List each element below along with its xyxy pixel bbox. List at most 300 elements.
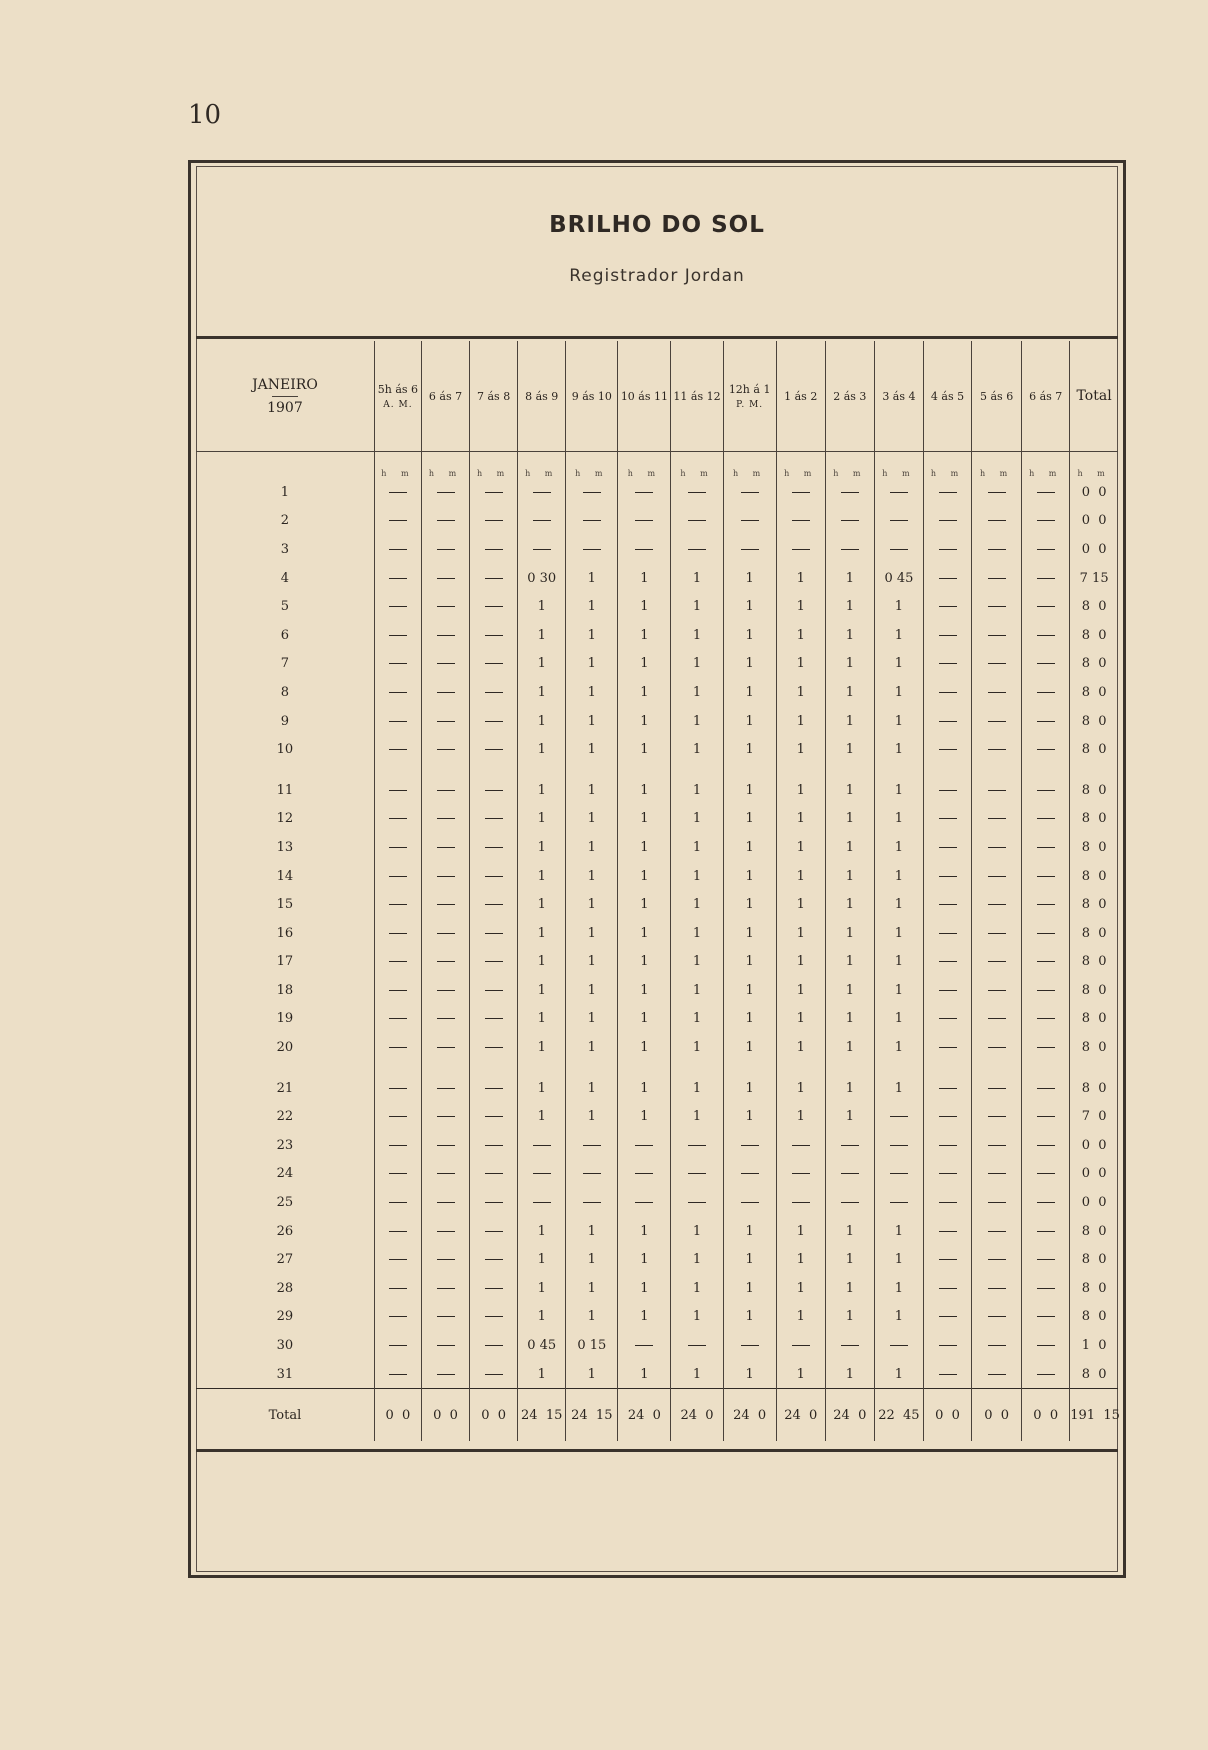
hour-cell: 1 [566,1062,618,1103]
dash-mark [583,1202,601,1203]
empty-cell [1022,1062,1070,1103]
dash-mark [1037,1116,1055,1117]
empty-cell [923,890,971,919]
hour-cell: 1 [723,1245,776,1274]
empty-cell [671,1188,723,1217]
empty-cell [374,707,421,736]
day-label: 1 [280,484,290,500]
hour-cell: 1 [566,764,618,805]
dash-mark [437,635,455,636]
dash-mark [792,520,810,521]
empty-cell [618,535,671,564]
empty-cell [825,507,874,536]
dash-mark [583,492,601,493]
dash-mark [988,933,1006,934]
hour-cell: 1 [671,707,723,736]
empty-cell [1022,1274,1070,1303]
hour-cell: 1 [825,764,874,805]
hour-cell: 1 [874,764,923,805]
day-label: 26 [276,1223,294,1239]
row-total: 8 0 [1070,1303,1118,1332]
hour-cell: 1 [874,1303,923,1332]
empty-cell [374,1131,421,1160]
dash-mark [988,721,1006,722]
hour-cell: 1 [723,1360,776,1389]
empty-cell [421,948,469,977]
table-row [196,1303,1118,1332]
empty-cell [923,1062,971,1103]
dash-mark [988,818,1006,819]
hour-cell: 1 [566,1217,618,1246]
hour-cell: 1 [776,862,825,891]
dash-mark [988,1173,1006,1174]
empty-cell [518,535,566,564]
column-header [972,341,1022,452]
unit-label: h m [833,469,867,478]
empty-cell [776,507,825,536]
dash-mark [1037,790,1055,791]
dash-mark [939,749,957,750]
empty-cell [470,833,518,862]
empty-cell [776,1331,825,1360]
empty-cell [470,1160,518,1189]
day-label: 15 [276,897,294,913]
hour-cell: 1 [671,976,723,1005]
hour-cell: 1 [618,707,671,736]
dash-mark [1037,520,1055,521]
dash-mark [437,1018,455,1019]
dash-mark [939,1018,957,1019]
hour-cell: 1 [671,1062,723,1103]
dash-mark [1037,961,1055,962]
table-row [196,1188,1118,1217]
empty-cell [518,507,566,536]
table-row [196,650,1118,679]
empty-cell [972,862,1022,891]
hour-cell: 1 [776,890,825,919]
hour-cell: 1 [776,735,825,764]
day-label: 30 [276,1338,294,1354]
hour-cell: 1 [825,1274,874,1303]
empty-cell [923,650,971,679]
empty-cell [972,890,1022,919]
hour-cell: 1 [874,805,923,834]
column-header [518,341,566,452]
dash-mark [389,578,407,579]
dash-mark [485,492,503,493]
hour-cell: 1 [723,735,776,764]
empty-cell [470,478,518,507]
dash-mark [988,492,1006,493]
dash-mark [988,1231,1006,1232]
empty-cell [566,535,618,564]
column-total: 0 0 [421,1389,469,1442]
row-total: 8 0 [1070,1005,1118,1034]
dash-mark [1037,847,1055,848]
unit-label: h m [1029,469,1063,478]
empty-cell [972,564,1022,593]
empty-cell [421,1331,469,1360]
dash-mark [437,1288,455,1289]
header-rule [196,336,1118,339]
empty-cell [923,976,971,1005]
empty-cell [874,1331,923,1360]
dash-mark [1037,876,1055,877]
hour-cell: 1 [874,678,923,707]
column-header [618,341,671,452]
empty-cell [723,1160,776,1189]
dash-mark [635,549,653,550]
empty-cell [374,1274,421,1303]
hour-cell: 1 [825,650,874,679]
empty-cell [1022,507,1070,536]
column-header-label: 6 ás 7 [1029,389,1063,403]
hour-cell: 1 [566,1274,618,1303]
table-row [196,1245,1118,1274]
empty-cell [470,707,518,736]
hour-cell: 1 [776,805,825,834]
column-header-label: 4 ás 5 [930,389,965,403]
dash-mark [437,606,455,607]
hour-cell: 1 [566,1360,618,1389]
hour-cell: 1 [671,1102,723,1131]
dash-mark [437,1202,455,1203]
hour-cell: 1 [618,1062,671,1103]
empty-cell [470,621,518,650]
dash-mark [1037,1231,1055,1232]
dash-mark [988,578,1006,579]
dash-mark [841,549,859,550]
empty-cell [972,976,1022,1005]
empty-cell [618,1131,671,1160]
pm-label: P. M. [736,399,764,410]
hour-cell: 1 [618,805,671,834]
empty-cell [923,621,971,650]
hour-cell: 1 [825,1062,874,1103]
row-total: 8 0 [1070,735,1118,764]
empty-cell [972,1102,1022,1131]
dash-mark [988,904,1006,905]
day-label: 8 [280,684,290,700]
column-total: 24 0 [618,1389,671,1442]
hour-cell: 1 [776,976,825,1005]
hour-cell: 1 [825,1033,874,1062]
dash-mark [988,1088,1006,1089]
hour-cell: 1 [566,948,618,977]
unit-cell [923,452,971,479]
hour-cell: 1 [566,1245,618,1274]
dash-mark [988,663,1006,664]
dash-mark [389,692,407,693]
unit-cell [470,452,518,479]
unit-label: h m [381,469,415,478]
unit-label: h m [627,469,662,478]
dash-mark [485,520,503,521]
empty-cell [776,478,825,507]
hour-cell: 1 [825,833,874,862]
empty-cell [972,735,1022,764]
empty-cell [421,478,469,507]
dash-mark [437,990,455,991]
dash-mark [485,1145,503,1146]
row-total: 8 0 [1070,678,1118,707]
empty-cell [421,1245,469,1274]
unit-cell [374,452,421,479]
hour-cell: 1 [518,1303,566,1332]
empty-cell [923,1160,971,1189]
dash-mark [939,492,957,493]
empty-cell [972,621,1022,650]
row-total: 8 0 [1070,1360,1118,1389]
empty-cell [470,1102,518,1131]
hour-cell: 1 [566,592,618,621]
unit-cell [874,452,923,479]
dash-mark [688,1345,706,1346]
column-header-label: 8 ás 9 [525,389,559,403]
dash-mark [485,721,503,722]
hour-cell: 1 [723,678,776,707]
dash-mark [988,1316,1006,1317]
dash-mark [485,876,503,877]
column-header-label: 12h á 1 [728,382,771,396]
dash-mark [485,578,503,579]
hour-cell: 1 [671,862,723,891]
dash-mark [988,1145,1006,1146]
dash-mark [437,692,455,693]
dash-mark [939,1088,957,1089]
empty-cell [874,478,923,507]
grand-total: 191 15 [1070,1389,1118,1442]
hour-cell: 1 [618,833,671,862]
day-label: 3 [280,541,290,557]
dash-mark [939,847,957,848]
dash-mark [437,549,455,550]
column-header-label: 5 ás 6 [980,389,1014,403]
hour-cell: 1 [723,862,776,891]
dash-mark [1037,606,1055,607]
empty-cell [923,1360,971,1389]
empty-cell [470,1033,518,1062]
hour-cell: 1 [518,1245,566,1274]
empty-cell [1022,1102,1070,1131]
hour-cell: 1 [518,862,566,891]
dash-mark [988,692,1006,693]
hour-cell: 1 [825,862,874,891]
empty-cell [776,535,825,564]
hour-cell: 1 [723,833,776,862]
day-label: 6 [280,627,290,643]
empty-cell [874,1188,923,1217]
dash-mark [533,1173,551,1174]
hour-cell: 1 [618,919,671,948]
dash-mark [939,1288,957,1289]
dash-mark [988,1345,1006,1346]
hour-cell: 1 [825,564,874,593]
row-total: 8 0 [1070,592,1118,621]
hour-cell: 1 [776,1274,825,1303]
dash-mark [437,961,455,962]
total-row-label: Total [196,1389,374,1442]
row-total: 8 0 [1070,764,1118,805]
hour-cell: 1 [671,948,723,977]
dash-mark [389,961,407,962]
dash-mark [841,1173,859,1174]
empty-cell [923,1005,971,1034]
day-label: 16 [276,925,294,941]
hour-cell: 1 [518,707,566,736]
hour-cell: 1 [825,919,874,948]
hour-cell: 1 [825,707,874,736]
empty-cell [1022,1331,1070,1360]
dash-mark [988,749,1006,750]
empty-cell [1022,535,1070,564]
dash-mark [841,1345,859,1346]
dash-mark [437,1374,455,1375]
unit-label: h m [476,469,511,478]
empty-cell [374,650,421,679]
dash-mark [890,549,908,550]
dash-mark [485,1231,503,1232]
hour-cell: 1 [671,1005,723,1034]
empty-cell [825,1188,874,1217]
table-row [196,976,1118,1005]
empty-cell [470,1062,518,1103]
empty-cell [1022,650,1070,679]
empty-cell [421,1217,469,1246]
hour-cell: 1 [776,833,825,862]
row-total: 8 0 [1070,1033,1118,1062]
hour-cell: 1 [723,805,776,834]
empty-cell [470,507,518,536]
hour-cell: 1 [776,678,825,707]
empty-cell [776,1160,825,1189]
hour-cell: 1 [618,1274,671,1303]
sunshine-table [196,341,1118,1441]
day-label: 23 [276,1137,294,1153]
dash-mark [688,549,706,550]
empty-cell [421,1102,469,1131]
day-label: 28 [276,1280,294,1296]
row-total: 8 0 [1070,1217,1118,1246]
empty-cell [671,478,723,507]
empty-cell [470,1245,518,1274]
hour-cell: 1 [618,1102,671,1131]
hour-cell: 1 [671,735,723,764]
table-row [196,535,1118,564]
dash-mark [485,1288,503,1289]
hour-cell: 1 [874,1360,923,1389]
table-row [196,478,1118,507]
empty-cell [972,1274,1022,1303]
hour-cell: 1 [874,707,923,736]
dash-mark [533,1202,551,1203]
dash-mark [485,818,503,819]
empty-cell [374,862,421,891]
empty-cell [421,1188,469,1217]
dash-mark [389,790,407,791]
hour-cell: 1 [566,735,618,764]
dash-mark [1037,904,1055,905]
column-header [923,341,971,452]
empty-cell [618,478,671,507]
empty-cell [470,1274,518,1303]
dash-mark [485,990,503,991]
dash-mark [939,549,957,550]
dash-mark [389,1231,407,1232]
dash-mark [939,1145,957,1146]
dash-mark [890,1145,908,1146]
empty-cell [470,764,518,805]
empty-cell [1022,948,1070,977]
dash-mark [485,606,503,607]
empty-cell [421,735,469,764]
dash-mark [741,1202,759,1203]
dash-mark [890,1116,908,1117]
total-row [196,1389,1118,1442]
empty-cell [421,890,469,919]
hour-cell: 1 [723,1062,776,1103]
empty-cell [566,507,618,536]
dash-mark [1037,1088,1055,1089]
empty-cell [374,735,421,764]
hour-cell: 1 [825,1102,874,1131]
empty-cell [1022,735,1070,764]
hour-cell: 1 [723,890,776,919]
dash-mark [988,790,1006,791]
table-row [196,833,1118,862]
empty-cell [923,919,971,948]
day-label: 24 [276,1166,294,1182]
hour-cell: 0 45 [874,564,923,593]
day-label: 17 [276,954,294,970]
empty-cell [923,1274,971,1303]
hour-cell: 1 [518,1274,566,1303]
hour-cell: 1 [874,1062,923,1103]
month-label: JANEIRO [252,376,318,393]
row-total: 8 0 [1070,1245,1118,1274]
hour-cell: 1 [671,1245,723,1274]
empty-cell [825,1131,874,1160]
column-header [671,341,723,452]
hour-cell: 1 [671,805,723,834]
table-row [196,621,1118,650]
hour-cell: 1 [618,1360,671,1389]
dash-mark [988,1202,1006,1203]
unit-cell [518,452,566,479]
row-total: 1 0 [1070,1331,1118,1360]
empty-cell [470,948,518,977]
hour-cell: 1 [671,1217,723,1246]
dash-mark [485,749,503,750]
empty-cell [1022,1188,1070,1217]
dash-mark [437,1088,455,1089]
dash-mark [939,635,957,636]
dash-mark [939,692,957,693]
empty-cell [374,678,421,707]
empty-cell [470,678,518,707]
hour-cell: 1 [518,890,566,919]
dash-mark [890,1345,908,1346]
empty-cell [566,478,618,507]
column-header [1022,341,1070,452]
empty-cell [421,764,469,805]
empty-cell [972,1360,1022,1389]
unit-cell [421,452,469,479]
column-header-label: 5h ás 6 [377,382,419,396]
table-body [196,452,1118,1442]
empty-cell [421,650,469,679]
dash-mark [939,1116,957,1117]
